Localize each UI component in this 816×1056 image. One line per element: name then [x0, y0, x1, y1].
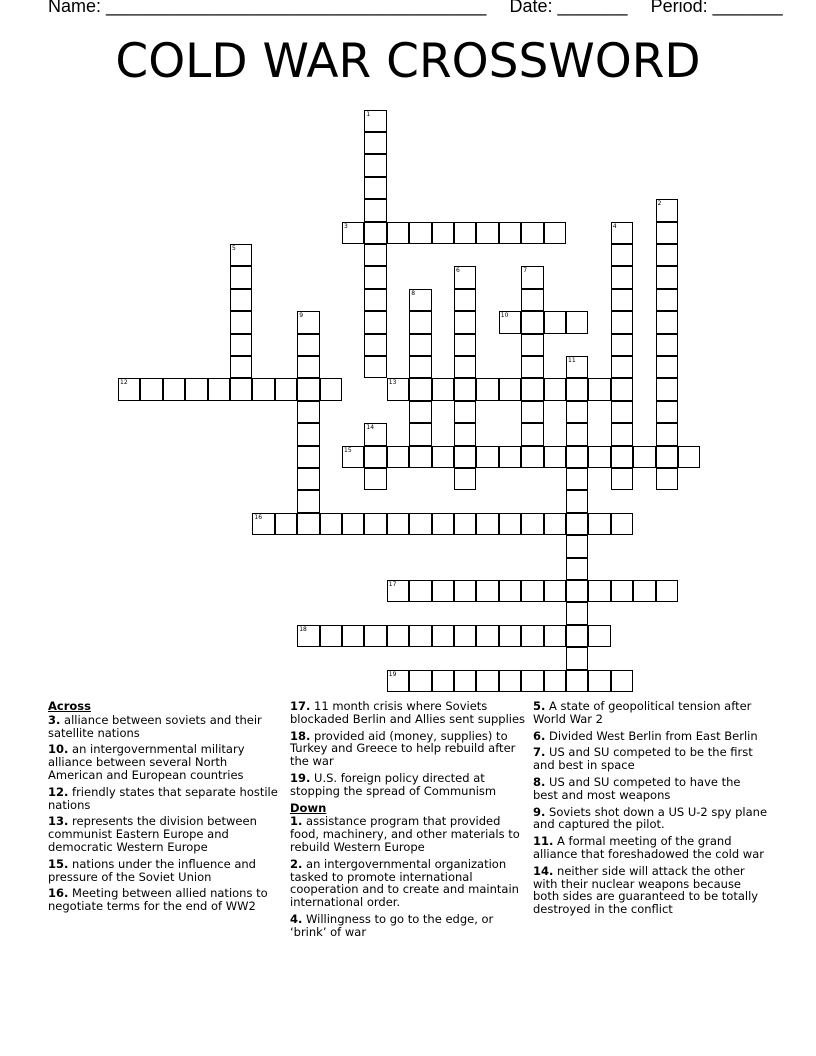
grid-cell[interactable] — [544, 222, 566, 244]
clue-number: 14. — [533, 863, 554, 878]
grid-cell[interactable] — [656, 378, 678, 400]
grid-cell[interactable] — [656, 468, 678, 490]
clue-across-13 — [48, 815, 284, 853]
page-title: COLD WAR CROSSWORD — [115, 34, 701, 89]
grid-cell[interactable] — [275, 513, 297, 535]
grid-cell[interactable] — [364, 289, 386, 311]
clue-across-12 — [48, 786, 284, 812]
grid-cell[interactable] — [499, 222, 521, 244]
grid-cell[interactable] — [297, 490, 319, 512]
clue-number: 17. — [290, 699, 311, 713]
grid-cell[interactable] — [588, 513, 610, 535]
grid-cell[interactable] — [566, 356, 588, 378]
grid-number: 1 — [366, 110, 371, 118]
clue-number: 10. — [48, 742, 69, 757]
grid-cell[interactable] — [454, 289, 476, 311]
clue-down-8 — [533, 776, 769, 802]
grid-cell[interactable] — [230, 311, 252, 333]
grid-number: 13 — [388, 379, 397, 387]
grid-cell[interactable] — [566, 602, 588, 624]
clue-number: 2. — [290, 856, 303, 871]
grid-cell[interactable] — [342, 222, 364, 244]
grid-cell[interactable] — [342, 446, 364, 468]
grid-cell[interactable] — [566, 446, 588, 468]
grid-cell[interactable] — [476, 670, 498, 692]
grid-cell[interactable] — [521, 266, 543, 288]
grid-cell[interactable] — [320, 513, 342, 535]
grid-cell[interactable] — [409, 289, 431, 311]
across-heading: Across — [48, 699, 91, 713]
clue-down-14 — [533, 865, 769, 916]
grid-cell[interactable] — [656, 266, 678, 288]
name-field[interactable]: Name: ______________________________________ — [48, 0, 487, 16]
grid-cell[interactable] — [633, 446, 655, 468]
grid-cell[interactable] — [432, 670, 454, 692]
grid-cell[interactable] — [297, 423, 319, 445]
grid-cell[interactable] — [611, 222, 633, 244]
grid-cell[interactable] — [544, 311, 566, 333]
grid-cell[interactable] — [611, 311, 633, 333]
grid-cell[interactable] — [611, 401, 633, 423]
clue-text: US and SU competed to have the best and most weapons — [533, 774, 741, 802]
clue-column-1 — [48, 700, 284, 917]
grid-cell[interactable] — [364, 177, 386, 199]
grid-cell[interactable] — [454, 468, 476, 490]
grid-cell[interactable] — [566, 423, 588, 445]
grid-cell[interactable] — [185, 378, 207, 400]
clue-text: represents the division between communist Eastern Europe and democratic Western Europe — [48, 814, 257, 854]
grid-cell[interactable] — [432, 446, 454, 468]
grid-cell[interactable] — [521, 334, 543, 356]
grid-cell[interactable] — [566, 670, 588, 692]
grid-cell[interactable] — [588, 625, 610, 647]
grid-cell[interactable] — [499, 580, 521, 602]
grid-cell[interactable] — [118, 378, 140, 400]
grid-cell[interactable] — [611, 513, 633, 535]
grid-cell[interactable] — [432, 378, 454, 400]
grid-number: 10 — [500, 312, 509, 320]
grid-cell[interactable] — [544, 513, 566, 535]
grid-cell[interactable] — [566, 647, 588, 669]
grid-number: 8 — [411, 289, 416, 297]
grid-cell[interactable] — [297, 446, 319, 468]
grid-cell[interactable] — [678, 446, 700, 468]
grid-cell[interactable] — [566, 311, 588, 333]
grid-cell[interactable] — [387, 625, 409, 647]
grid-cell[interactable] — [656, 289, 678, 311]
grid-cell[interactable] — [611, 446, 633, 468]
grid-cell[interactable] — [588, 670, 610, 692]
clue-text: US and SU competed to be the first and best in space — [533, 745, 753, 773]
clue-column-3 — [533, 700, 769, 920]
grid-cell[interactable] — [364, 423, 386, 445]
grid-cell[interactable] — [342, 513, 364, 535]
grid-cell[interactable] — [611, 468, 633, 490]
grid-cell[interactable] — [521, 513, 543, 535]
grid-cell[interactable] — [566, 580, 588, 602]
grid-cell[interactable] — [476, 446, 498, 468]
grid-cell[interactable] — [476, 625, 498, 647]
grid-cell[interactable] — [432, 580, 454, 602]
grid-cell[interactable] — [432, 625, 454, 647]
grid-cell[interactable] — [387, 580, 409, 602]
clue-across-10 — [48, 743, 284, 781]
grid-number: 16 — [254, 513, 263, 521]
grid-cell[interactable] — [454, 625, 476, 647]
grid-cell[interactable] — [409, 513, 431, 535]
grid-number: 12 — [120, 379, 128, 387]
grid-cell[interactable] — [521, 423, 543, 445]
grid-cell[interactable] — [409, 401, 431, 423]
clue-across-19 — [290, 772, 526, 798]
clue-number: 7. — [533, 745, 546, 760]
grid-cell[interactable] — [364, 222, 386, 244]
grid-cell[interactable] — [364, 110, 386, 132]
grid-cell[interactable] — [297, 468, 319, 490]
grid-cell[interactable] — [611, 244, 633, 266]
grid-cell[interactable] — [656, 244, 678, 266]
grid-cell[interactable] — [566, 513, 588, 535]
clue-text: alliance between soviets and their satellite nations — [48, 712, 262, 740]
grid-cell[interactable] — [409, 334, 431, 356]
grid-cell[interactable] — [297, 513, 319, 535]
clue-number: 8. — [533, 774, 546, 789]
grid-cell[interactable] — [588, 580, 610, 602]
clue-number: 9. — [533, 804, 546, 819]
grid-cell[interactable] — [454, 334, 476, 356]
clue-number: 19. — [290, 770, 311, 785]
clue-down-11 — [533, 835, 769, 861]
grid-cell[interactable] — [611, 378, 633, 400]
grid-cell[interactable] — [364, 356, 386, 378]
clue-number: 4. — [290, 911, 303, 926]
grid-cell[interactable] — [140, 378, 162, 400]
clue-text: nations under the influence and pressure of the Soviet Union — [48, 856, 256, 884]
grid-cell[interactable] — [499, 513, 521, 535]
grid-cell[interactable] — [521, 670, 543, 692]
clue-across-17 — [290, 700, 526, 726]
grid-cell[interactable] — [499, 378, 521, 400]
grid-cell[interactable] — [521, 625, 543, 647]
grid-cell[interactable] — [387, 513, 409, 535]
grid-cell[interactable] — [297, 334, 319, 356]
clue-number: 18. — [290, 728, 311, 743]
grid-cell[interactable] — [364, 311, 386, 333]
grid-cell[interactable] — [656, 334, 678, 356]
grid-cell[interactable] — [230, 334, 252, 356]
grid-cell[interactable] — [499, 446, 521, 468]
grid-cell[interactable] — [364, 334, 386, 356]
clue-text: neither side will attack the other with their nuclear weapons because both sides are guaranteed to be totally destroyed in the conflict — [533, 863, 759, 917]
grid-cell[interactable] — [320, 378, 342, 400]
grid-cell[interactable] — [656, 222, 678, 244]
grid-number: 11 — [568, 357, 576, 364]
grid-cell[interactable] — [364, 266, 386, 288]
clue-text: A state of geopolitical tension after World War 2 — [533, 699, 752, 726]
clue-across-18 — [290, 730, 526, 768]
grid-cell[interactable] — [454, 266, 476, 288]
clue-text: Meeting between allied nations to negotiate terms for the end of WW2 — [48, 886, 268, 914]
clue-across-16 — [48, 887, 284, 913]
grid-number: 5 — [232, 245, 236, 252]
clue-text: A formal meeting of the grand alliance that foreshadowed the cold war — [533, 834, 764, 861]
clue-number: 16. — [48, 886, 69, 901]
grid-cell[interactable] — [409, 580, 431, 602]
grid-number: 2 — [657, 200, 662, 208]
grid-cell[interactable] — [454, 513, 476, 535]
grid-cell[interactable] — [230, 378, 252, 400]
grid-cell[interactable] — [611, 356, 633, 378]
grid-cell[interactable] — [409, 356, 431, 378]
grid-cell[interactable] — [544, 378, 566, 400]
grid-cell[interactable] — [476, 378, 498, 400]
date-field[interactable]: Date: _______ — [509, 0, 628, 16]
grid-cell[interactable] — [611, 580, 633, 602]
grid-cell[interactable] — [499, 670, 521, 692]
grid-cell[interactable] — [364, 625, 386, 647]
grid-cell[interactable] — [230, 356, 252, 378]
grid-cell[interactable] — [544, 670, 566, 692]
grid-cell[interactable] — [208, 378, 230, 400]
grid-cell[interactable] — [499, 311, 521, 333]
grid-cell[interactable] — [566, 625, 588, 647]
grid-cell[interactable] — [521, 401, 543, 423]
grid-cell[interactable] — [230, 289, 252, 311]
grid-cell[interactable] — [297, 311, 319, 333]
grid-cell[interactable] — [633, 580, 655, 602]
grid-cell[interactable] — [387, 670, 409, 692]
clue-across-15 — [48, 858, 284, 884]
grid-cell[interactable] — [566, 535, 588, 557]
grid-cell[interactable] — [566, 378, 588, 400]
grid-number: 15 — [344, 446, 352, 454]
clue-text: an intergovernmental military alliance between several North American and European countries — [48, 742, 245, 782]
grid-cell[interactable] — [611, 289, 633, 311]
grid-cell[interactable] — [409, 378, 431, 400]
grid-cell[interactable] — [252, 378, 274, 400]
grid-cell[interactable] — [454, 401, 476, 423]
grid-cell[interactable] — [230, 244, 252, 266]
grid-cell[interactable] — [275, 378, 297, 400]
grid-number: 18 — [299, 625, 307, 633]
grid-cell[interactable] — [364, 244, 386, 266]
grid-cell[interactable] — [611, 670, 633, 692]
grid-cell[interactable] — [454, 670, 476, 692]
clue-down-9 — [533, 806, 769, 832]
clue-down-2 — [290, 858, 526, 909]
grid-cell[interactable] — [163, 378, 185, 400]
grid-cell[interactable] — [297, 378, 319, 400]
grid-number: 6 — [456, 267, 460, 275]
clue-number: 3. — [48, 712, 61, 727]
clue-text: U.S. foreign policy directed at stopping the spread of Communism — [290, 770, 497, 798]
clue-number: 13. — [48, 814, 69, 829]
grid-cell[interactable] — [320, 625, 342, 647]
grid-cell[interactable] — [454, 423, 476, 445]
clue-text: friendly states that separate hostile nations — [48, 784, 278, 812]
clue-text: assistance program that provided food, machinery, and other materials to rebuild Western Europe — [290, 814, 520, 854]
grid-cell[interactable] — [387, 222, 409, 244]
grid-cell[interactable] — [566, 401, 588, 423]
clue-text: Willingness to go to the edge, or ‘brink’ of war — [290, 911, 494, 939]
clue-number: 5. — [533, 699, 546, 713]
grid-cell[interactable] — [566, 558, 588, 580]
grid-cell[interactable] — [611, 266, 633, 288]
grid-cell[interactable] — [656, 401, 678, 423]
grid-cell[interactable] — [521, 580, 543, 602]
grid-cell[interactable] — [611, 423, 633, 445]
grid-cell[interactable] — [342, 625, 364, 647]
clue-number: 1. — [290, 814, 303, 829]
grid-cell[interactable] — [364, 446, 386, 468]
clue-text: Divided West Berlin from East Berlin — [549, 728, 758, 743]
grid-cell[interactable] — [454, 356, 476, 378]
grid-cell[interactable] — [454, 446, 476, 468]
grid-cell[interactable] — [521, 311, 543, 333]
grid-cell[interactable] — [454, 378, 476, 400]
grid-cell[interactable] — [476, 580, 498, 602]
grid-cell[interactable] — [454, 311, 476, 333]
grid-cell[interactable] — [409, 423, 431, 445]
grid-cell[interactable] — [297, 401, 319, 423]
clue-number: 12. — [48, 784, 69, 799]
grid-cell[interactable] — [364, 154, 386, 176]
grid-cell[interactable] — [364, 468, 386, 490]
grid-cell[interactable] — [432, 513, 454, 535]
grid-cell[interactable] — [656, 423, 678, 445]
grid-cell[interactable] — [409, 625, 431, 647]
clue-text: 11 month crisis where Soviets blockaded Berlin and Allies sent supplies — [290, 699, 526, 726]
grid-cell[interactable] — [476, 222, 498, 244]
grid-cell[interactable] — [611, 334, 633, 356]
clue-text: provided aid (money, supplies) to Turkey and Greece to help rebuild after the war — [290, 728, 516, 769]
grid-cell[interactable] — [656, 311, 678, 333]
clue-down-1 — [290, 815, 526, 853]
clue-down-5 — [533, 700, 769, 726]
grid-cell[interactable] — [521, 356, 543, 378]
grid-number: 4 — [612, 222, 617, 230]
grid-number: 14 — [366, 424, 375, 432]
grid-cell[interactable] — [432, 222, 454, 244]
clue-down-6 — [533, 730, 769, 743]
clue-number: 15. — [48, 856, 69, 871]
grid-cell[interactable] — [588, 378, 610, 400]
grid-cell[interactable] — [476, 513, 498, 535]
grid-cell[interactable] — [387, 378, 409, 400]
clue-down-7 — [533, 746, 769, 772]
grid-number: 17 — [388, 581, 397, 588]
grid-cell[interactable] — [656, 446, 678, 468]
clue-down-4 — [290, 913, 526, 939]
grid-cell[interactable] — [364, 132, 386, 154]
grid-number: 7 — [523, 267, 528, 275]
down-heading: Down — [290, 800, 327, 815]
grid-cell[interactable] — [252, 513, 274, 535]
clue-across-3 — [48, 714, 284, 740]
grid-cell[interactable] — [364, 199, 386, 221]
grid-number: 19 — [388, 670, 397, 678]
grid-cell[interactable] — [409, 311, 431, 333]
grid-cell[interactable] — [521, 378, 543, 400]
grid-cell[interactable] — [499, 625, 521, 647]
grid-cell[interactable] — [297, 356, 319, 378]
grid-cell[interactable] — [544, 580, 566, 602]
grid-cell[interactable] — [454, 222, 476, 244]
grid-cell[interactable] — [409, 446, 431, 468]
grid-cell[interactable] — [521, 289, 543, 311]
clue-number: 11. — [533, 834, 554, 849]
clue-number: 6. — [533, 728, 546, 743]
grid-number: 9 — [299, 312, 304, 320]
grid-number: 3 — [344, 222, 348, 230]
clue-text: an intergovernmental organization tasked to promote international cooperation and to create and maintain international order. — [290, 856, 519, 910]
grid-cell[interactable] — [297, 625, 319, 647]
grid-cell[interactable] — [656, 199, 678, 221]
grid-cell[interactable] — [387, 446, 409, 468]
grid-cell[interactable] — [454, 580, 476, 602]
grid-cell[interactable] — [521, 222, 543, 244]
grid-cell[interactable] — [230, 266, 252, 288]
clue-text: Soviets shot down a US U-2 spy plane and captured the pilot. — [533, 804, 768, 832]
grid-cell[interactable] — [656, 580, 678, 602]
grid-cell[interactable] — [588, 446, 610, 468]
grid-cell[interactable] — [544, 446, 566, 468]
grid-cell[interactable] — [409, 670, 431, 692]
clue-column-2 — [290, 700, 526, 943]
grid-cell[interactable] — [656, 356, 678, 378]
period-field[interactable]: Period: _______ — [650, 0, 783, 16]
grid-cell[interactable] — [521, 446, 543, 468]
grid-cell[interactable] — [409, 222, 431, 244]
grid-cell[interactable] — [364, 513, 386, 535]
grid-cell[interactable] — [544, 625, 566, 647]
grid-cell[interactable] — [566, 490, 588, 512]
grid-cell[interactable] — [566, 468, 588, 490]
